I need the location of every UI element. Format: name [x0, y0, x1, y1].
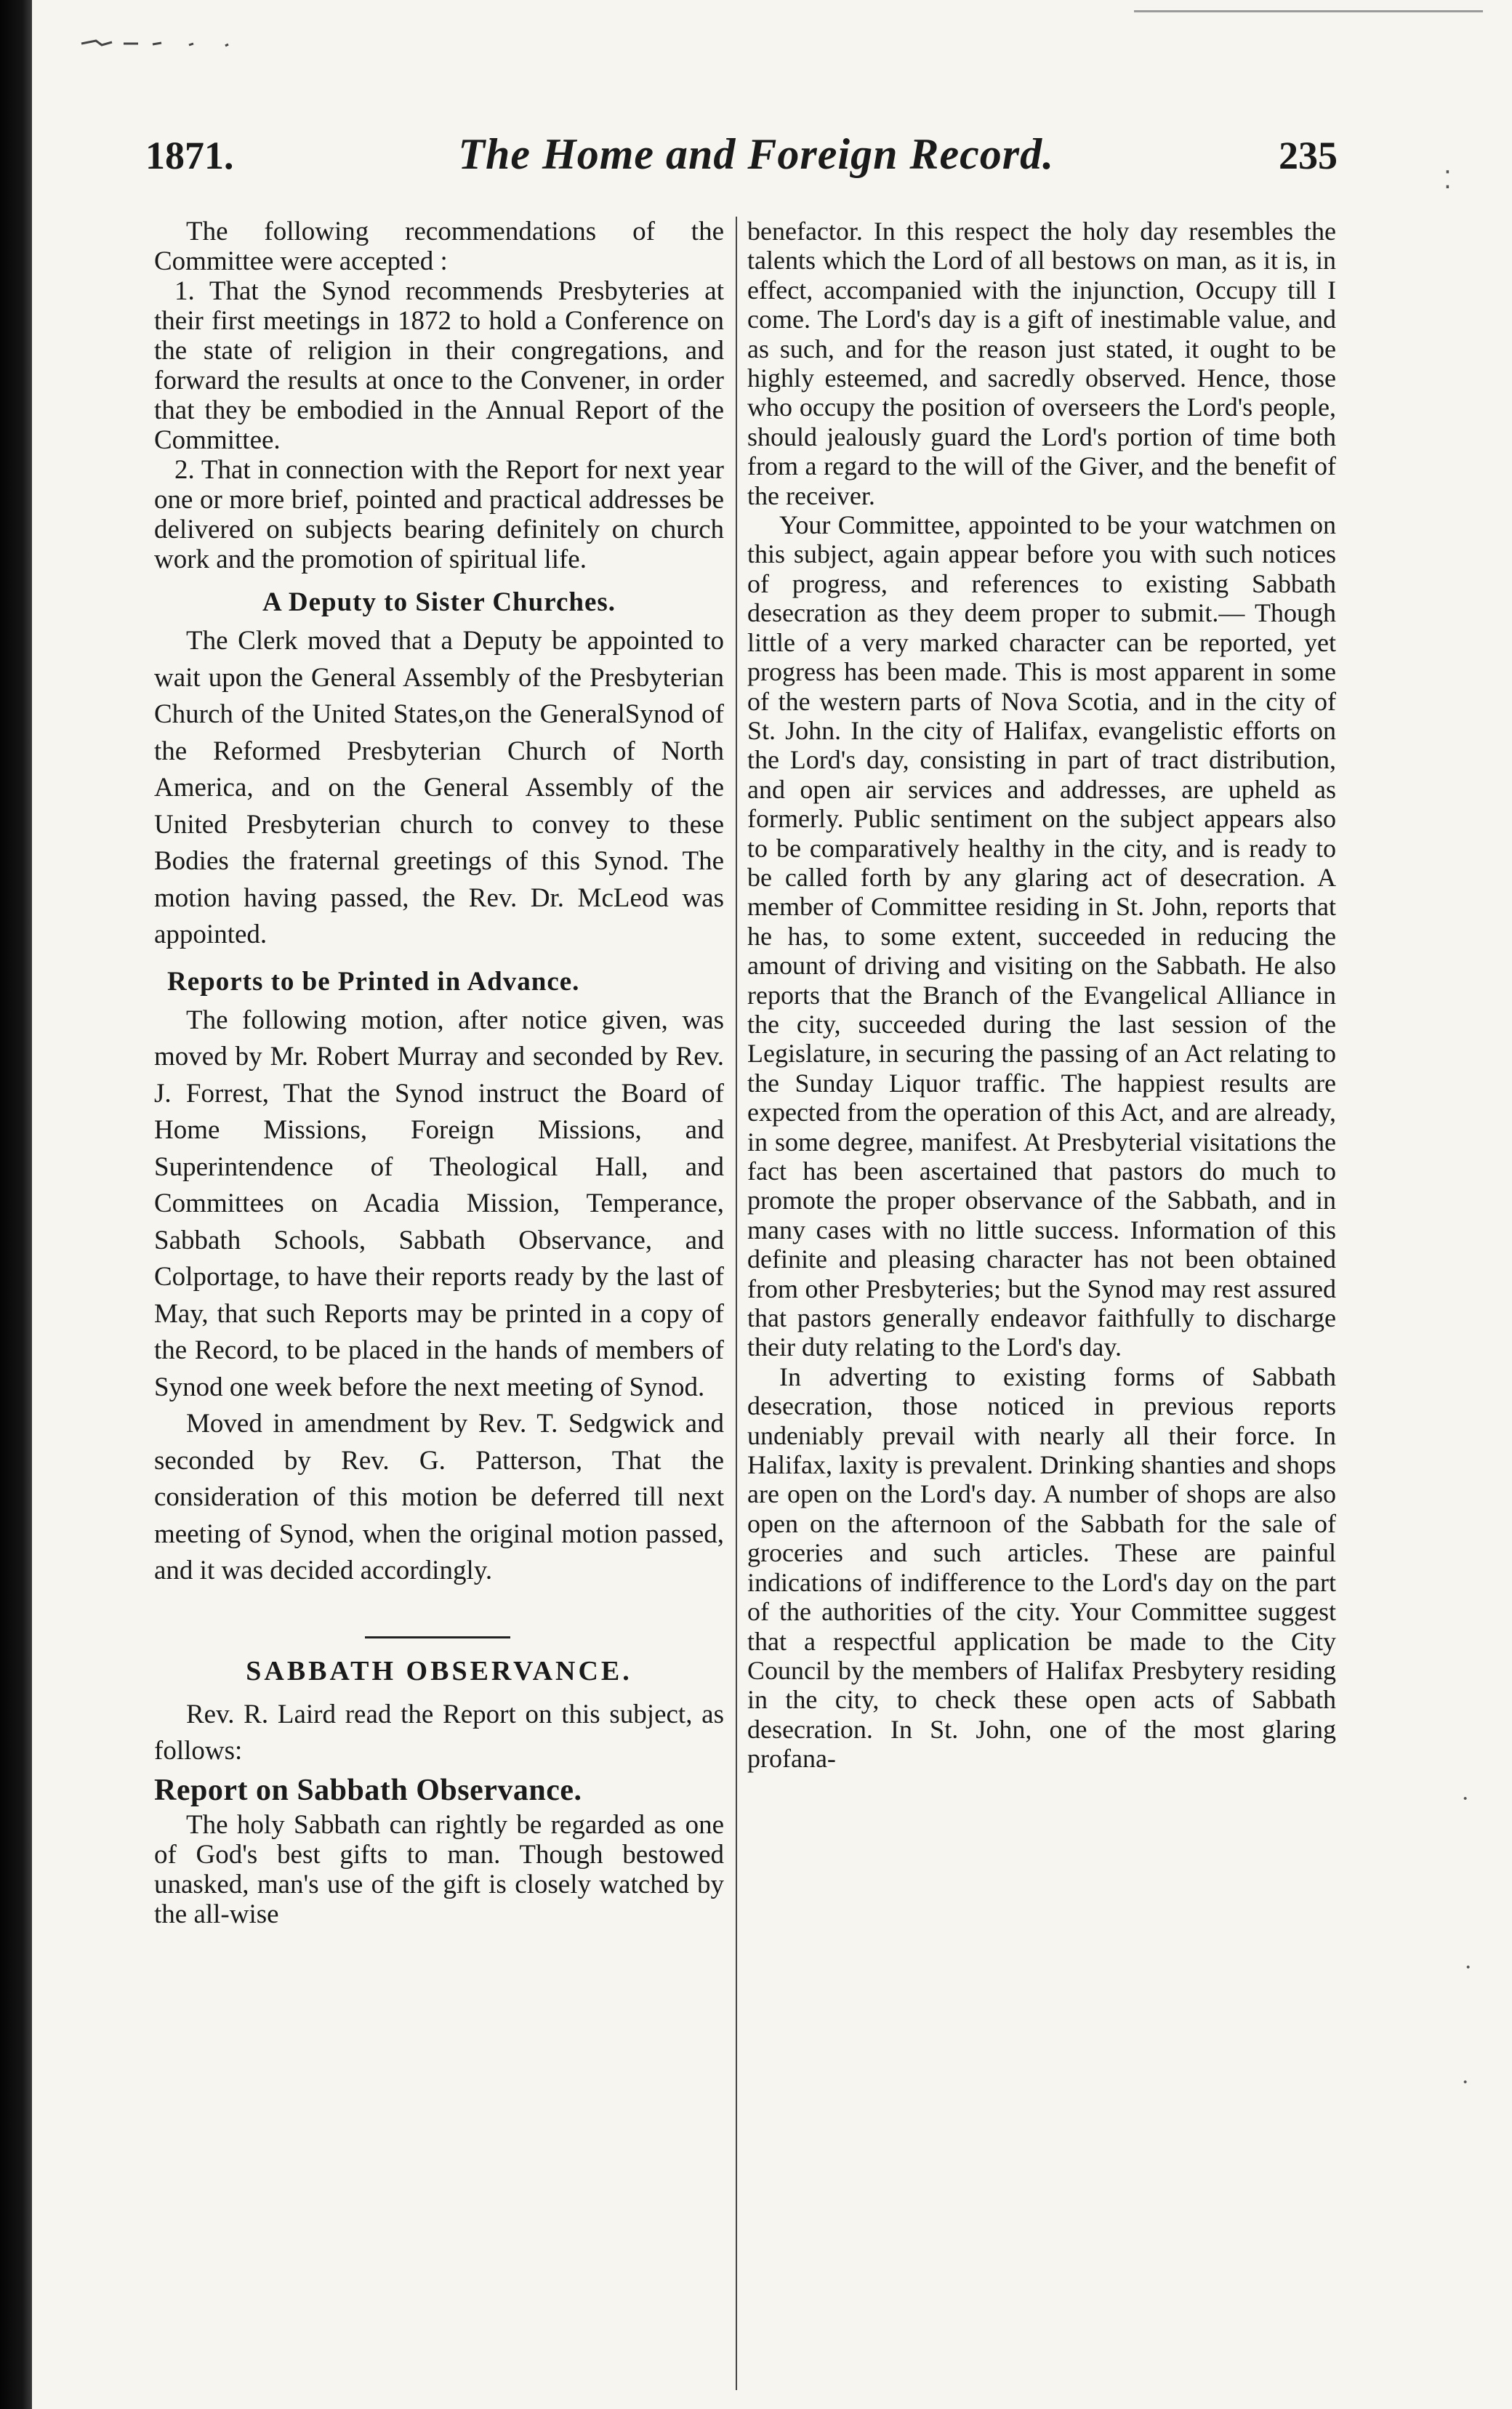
section-title: SABBATH OBSERVANCE.	[154, 1636, 724, 1686]
running-header	[145, 129, 1338, 188]
top-rule	[1134, 10, 1483, 12]
page-number: 235	[1278, 134, 1338, 177]
paragraph: In adverting to existing forms of Sabbath desecration, those noticed in previous reports undeniably prevail with nearly all their force. In Halifax, laxity is prevalent. Drinking shanties and shops are open on the Lord's day. A number of shops are also open on the afternoon of the Sabbath for the sale of groceries and such articles. These are painful indications of indifference to the Lord's day on the part of the authorities of the city. Your Committee suggest that a respectful application be made to the City Council by the members of Halifax Presbytery residing in the city, to check these open acts of Sabbath desecration. In St. John, one of the most glaring profana-	[747, 1362, 1336, 1774]
paragraph: The following recommendations of the Committee were accepted :	[154, 217, 724, 276]
paragraph: The Clerk moved that a Deputy be appointed to wait upon the General Assembly of the Presbyterian Church of the United States,on the GeneralSynod of the Reformed Presbyterian Church of North America, and on the General Assembly of the United Presbyterian church to convey to these Bodies the fraternal greetings of this Synod. The motion having passed, the Rev. Dr. McLeod was appointed.	[154, 626, 724, 949]
margin-mark: ⁚	[1444, 167, 1452, 194]
report-heading: Report on Sabbath Observance.	[154, 1773, 582, 1807]
section-heading: A Deputy to Sister Churches.	[262, 587, 616, 617]
recommendation-2: 2. That in connection with the Report for next year one or more brief, pointed and practical addresses be delivered on subjects bearing definitely on church work and the promotion of spiritual life.	[154, 455, 724, 574]
column-divider	[736, 217, 737, 2390]
paragraph: The holy Sabbath can rightly be regarded as one of God's best gifts to man. Though bestowed unasked, man's use of the gift is closely watched by the all-wise	[154, 1809, 724, 1929]
margin-mark: ·	[1464, 1954, 1473, 1981]
paragraph: benefactor. In this respect the holy day resembles the talents which the Lord of all bestows on man, as it is, in effect, accompanied with the injunction, Occupy till I come. The Lord's day is a gift of inestimable value, and as such, and for the reason just stated, it ought to be highly esteemed, and sacredly observed. Hence, those who occupy the position of overseers the Lord's people, should jealously guard the Lord's portion of time both from a regard to the will of the Giver, and the benefit of the receiver.	[747, 217, 1336, 510]
header-year: 1871.	[145, 134, 234, 177]
right-column	[747, 217, 1336, 1774]
print-smudge	[80, 38, 269, 48]
paragraph: Rev. R. Laird read the Report on this subject, as follows:	[154, 1699, 724, 1766]
recommendation-1: 1. That the Synod recommends Presbyteries at their first meetings in 1872 to hold a Conference on the state of religion in their congregations, and forward the results at once to the Convener, in order that they be embodied in the Annual Report of the Committee.	[154, 276, 724, 455]
paragraph: The following motion, after notice given, was moved by Mr. Robert Murray and seconded by Rev. J. Forrest, That the Synod instruct the Board of Home Missions, Foreign Missions, and Superintendence of Theological Hall, and Committees on Acadia Mission, Temperance, Sabbath Schools, Sabbath Observance, and Colportage, to have their reports ready by the last of May, that such Reports may be printed in a copy of the Record, to be placed in the hands of members of Synod one week before the next meeting of Synod.	[154, 1005, 724, 1402]
margin-mark: ·	[1461, 1785, 1470, 1812]
binding-edge	[0, 0, 32, 2409]
paragraph: Your Committee, appointed to be your watchmen on this subject, again appear before you with such notices of progress, and references to existing Sabbath desecration as they deem proper to submit.— Though little of a very marked character can be reported, yet progress has been made. This is most apparent in some of the western parts of Nova Scotia, and in the city of St. John. In the city of Halifax, evangelistic efforts on the Lord's day, consisting in part of tract distribution, and open air services and addresses, are upheld as formerly. Public sentiment on the subject appears also to be comparatively healthy in the city, and is ready to be called forth by any glaring act of desecration. A member of Committee residing in St. John, reports that he has, to some extent, succeeded in reducing the amount of driving and visiting on the Sabbath. He also reports that the Branch of the Evangelical Alliance in the city, succeeded during the last session of the Legislature, in securing the passing of an Act relating to the Sunday Liquor traffic. The happiest results are expected from the operation of this Act, and are already, in some degree, manifest. At Presbyterial visitations the fact has been ascertained that pastors do much to promote the proper observance of the Sabbath, and in many cases with no little success. Information of this definite and pleasing character has not been obtained from other Presbyteries; but the Synod may rest assured that pastors generally endeavor faithfully to discharge their duty relating to the Lord's day.	[747, 510, 1336, 1362]
margin-mark: ·	[1461, 2069, 1470, 2096]
left-column	[154, 217, 724, 1929]
header-title: The Home and Foreign Record.	[458, 130, 1055, 178]
paragraph: Moved in amendment by Rev. T. Sedgwick and seconded by Rev. G. Patterson, That the consideration of this motion be deferred till next meeting of Synod, when the original motion passed, and it was decided accordingly.	[154, 1409, 724, 1585]
section-heading: Reports to be Printed in Advance.	[167, 966, 580, 997]
